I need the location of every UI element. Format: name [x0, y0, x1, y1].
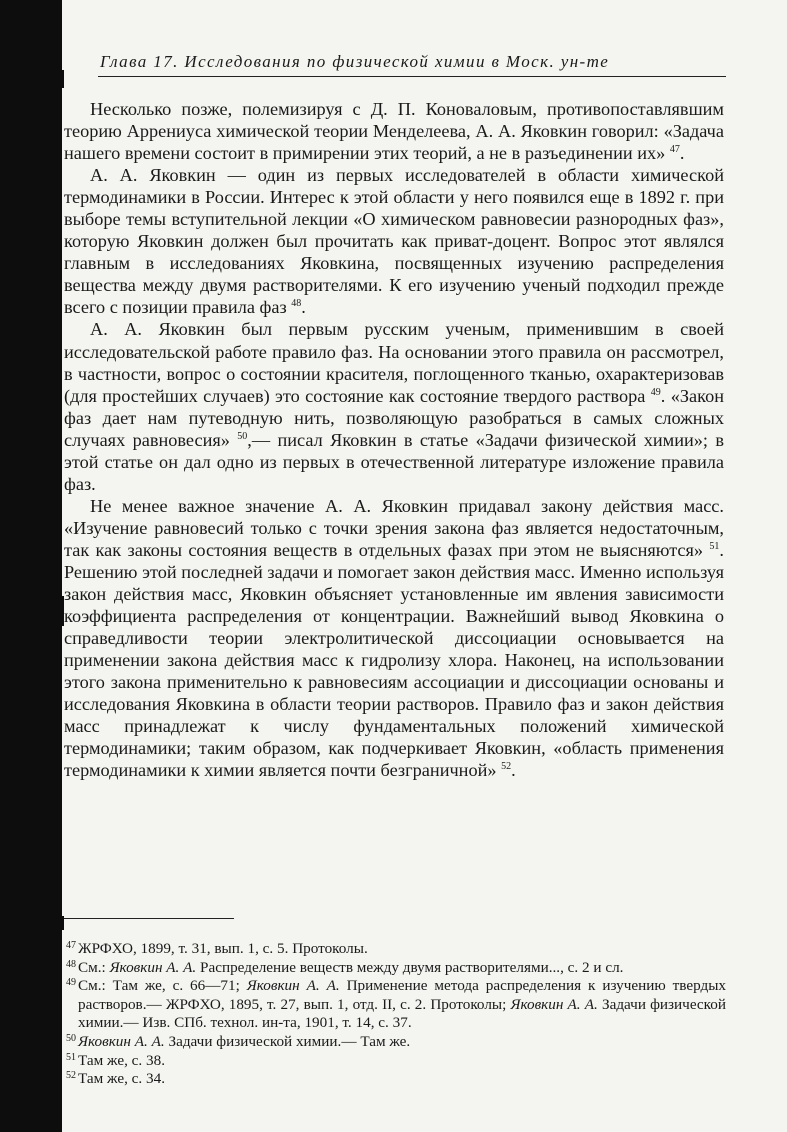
paragraph-text: .: [679, 143, 685, 164]
paragraph-text: ,— писал Яковкин в статье «Задачи физической химии»; в этой статье он дал одно из первых в отечественной литературе изложение правила фаз.: [64, 429, 724, 494]
footnote-text: Задачи физической химии.— Изв. СПб. технол. ин-та, 1901, т. 14, с. 37.: [78, 995, 727, 1032]
footnote: [64, 959, 726, 978]
footnote-number: 51: [66, 1051, 76, 1063]
footnote: [64, 977, 726, 1033]
footnote-ref: 47: [669, 144, 680, 155]
footnote-number: 47: [66, 940, 76, 951]
footnote-author: Яковкин А. А.: [510, 995, 598, 1013]
footnote-text: См.: Там же, с. 66—71;: [78, 977, 247, 995]
footnote-text: Применение метода распределения к изучению твердых растворов.— ЖРФХО, 1895, т. 27, вып. 1, отд. II, с. 2. Протоколы;: [78, 977, 726, 1013]
scan-binding-notch: [56, 916, 64, 930]
paragraph-text: Несколько позже, полемизируя с Д. П. Коноваловым, противопоставлявшим теорию Аррениуса химической теории Менделеева, А. А. Яковкин говорил: «Задача нашего времени состоит в примирении этих теорий, а не в разъединении их»: [64, 99, 724, 164]
footnote-ref: 48: [291, 298, 302, 310]
paragraph: [64, 98, 724, 164]
paragraph-text: А. А. Яковкин — один из первых исследователей в области химической термодинамики в России. Интерес к этой области у него появился еще в 1892 г. при выборе темы вступительной лекции «О химическом равновесии разнородных фаз», которую Яковкин должен был прочитать как приват-доцент. Вопрос этот являлся главным в исследованиях Яковкина, посвященных изучению распределения вещества между двумя растворителями. К его изучению ученый подходил прежде всего с позиции правила фаз: [64, 165, 724, 318]
footnote-author: Яковкин А. А.: [109, 958, 197, 976]
header-rule: [98, 76, 726, 77]
scan-binding-notch: [56, 70, 64, 88]
footnote-author: Яковкин А. А.: [246, 977, 340, 995]
footnote-number: 49: [66, 977, 76, 989]
footnote-ref: 51: [709, 540, 720, 552]
footnote-number: 52: [66, 1070, 76, 1082]
running-head: Глава 17. Исследования по физической химии в Моск. ун-те: [100, 52, 610, 71]
footnote: [64, 1052, 726, 1071]
footnote-ref: 49: [650, 386, 661, 398]
scan-binding-edge: [0, 0, 62, 1132]
paragraph-text: Не менее важное значение А. А. Яковкин придавал закону действия масс. «Изучение равновесий только с точки зрения закона фаз является недостаточным, так как законы состояния веществ в отдельных фазах при этом не выясняются»: [64, 495, 724, 560]
footnote-rule: [64, 918, 234, 919]
footnote: [64, 940, 726, 959]
footnote-text: Там же, с. 34.: [78, 1070, 165, 1088]
paragraph: [64, 318, 724, 494]
paragraph-text: А. А. Яковкин был первым русским ученым, применившим в своей исследовательской работе правило фаз. На основании этого правила он рассмотрел, в частности, вопрос о состоянии красителя, поглощенного тканью, охарактеризовав (для простейших случаев) это состояние как состояние твердого раствора: [64, 319, 724, 406]
footnote-ref: 52: [501, 761, 512, 773]
footnote-text: Задачи физической химии.— Там же.: [164, 1032, 411, 1050]
footnote-text: Распределение веществ между двумя растворителями..., с. 2 и сл.: [196, 958, 624, 976]
footnote-text: См.:: [78, 958, 110, 976]
paragraph-text: .: [511, 760, 516, 781]
footnote: [64, 1033, 726, 1052]
footnote-text: ЖРФХО, 1899, т. 31, вып. 1, с. 5. Протоколы.: [78, 940, 368, 957]
footnote-number: 50: [66, 1032, 76, 1044]
paragraph-text: .: [301, 297, 306, 318]
footnote-text: Там же, с. 38.: [78, 1051, 165, 1069]
footnotes: [64, 940, 726, 1089]
paragraph-text: . Решению этой последней задачи и помогает закон действия масс. Именно используя закон действия масс, Яковкин объясняет установленные им явления зависимости коэффициента распределения от концентрации. Важнейший вывод Яковкина о справедливости теории электролитической диссоциации основывается на применении закона действия масс к гидролизу хлора. Наконец, на использовании этого закона применительно к равновесиям ассоциации и диссоциации основаны и исследования Яковкина в области теории растворов. Правило фаз и закон действия масс принадлежат к числу фундаментальных положений химической термодинамики; таким образом, как подчеркивает Яковкин, «область применения термодинамики к химии является почти безграничной»: [64, 539, 724, 781]
footnote-number: 48: [66, 958, 76, 970]
paragraph-text: . «Закон фаз дает нам путеводную нить, позволяющую разобраться в самых сложных случаях равновесия»: [64, 385, 724, 450]
footnote-author: Яковкин А. А.: [78, 1032, 165, 1050]
footnote-ref: 50: [237, 430, 248, 442]
footnote: [64, 1070, 726, 1089]
main-text: [64, 98, 724, 781]
paragraph: [64, 164, 724, 318]
paragraph: [64, 495, 724, 782]
scan-binding-notch: [56, 596, 64, 626]
